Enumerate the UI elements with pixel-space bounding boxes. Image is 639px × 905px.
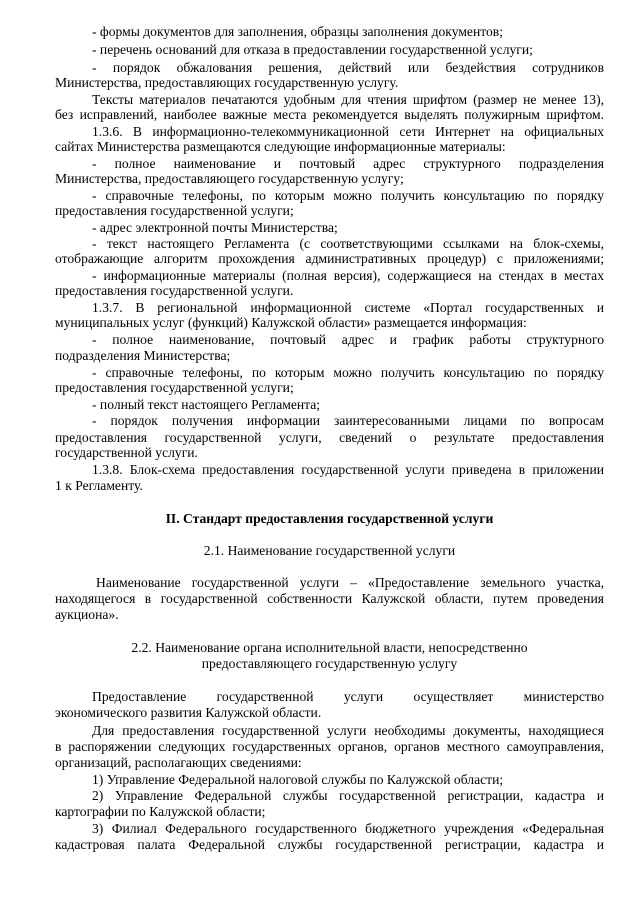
text-line: муниципальных услуг (функций) Калужской области» размещается информация: (55, 315, 527, 330)
text-line: - справочные телефоны, по которым можно получить консультацию по порядку (92, 188, 604, 203)
text-line: Наименование государственной услуги – «Предоставление земельного участка, (96, 575, 604, 590)
text-line: 2) Управление Федеральной службы государственной регистрации, кадастра и (92, 788, 604, 803)
text-line: - порядок получения информации заинтересованными лицами по вопросам (92, 413, 604, 428)
text-line: 3) Филиал Федерального государственного бюджетного учреждения «Федеральная (92, 821, 604, 836)
text-line: аукциона». (55, 607, 119, 622)
text-line: подразделения Министерства; (55, 348, 231, 363)
text-line: - текст настоящего Регламента (с соответствующими ссылками на блок-схемы, (92, 236, 604, 251)
text-line: - информационные материалы (полная версия), содержащиеся на стендах в местах (92, 268, 604, 283)
text-line: предоставления государственной услуги, сведений о результате предоставления (55, 430, 604, 445)
text-line: Предоставление государственной услуги осуществляет министерство (92, 689, 604, 704)
text-line: - справочные телефоны, по которым можно получить консультацию по порядку (92, 365, 604, 380)
text-line: Министерства, предоставляющих государственную услугу. (55, 75, 399, 90)
text-line: без исправлений, наиболее важные места рекомендуется выделять полужирным шрифтом. (55, 107, 604, 122)
text-line: предоставления государственной услуги; (55, 203, 294, 218)
text-line: кадастровая палата Федеральной службы государственной регистрации, кадастра и (55, 837, 604, 852)
subsection-heading: 2.2. Наименование органа исполнительной власти, непосредственно (131, 640, 528, 655)
text-line: 1.3.7. В региональной информационной системе «Портал государственных и (92, 300, 604, 315)
text-line: - адрес электронной почты Министерства; (92, 220, 338, 235)
text-line: организаций, располагающих сведениями: (55, 755, 302, 770)
text-line: 1.3.6. В информационно-телекоммуникационной сети Интернет на официальных (92, 124, 604, 139)
text-line: 1 к Регламенту. (55, 478, 143, 493)
text-line: - порядок обжалования решения, действий или бездействия сотрудников (92, 60, 604, 75)
text-line: в распоряжении следующих государственных органов, органов местного самоуправления, (55, 739, 604, 754)
subsection-heading: 2.1. Наименование государственной услуги (203, 543, 456, 558)
subsection-heading: предоставляющего государственную услугу (201, 656, 458, 671)
text-line: 1) Управление Федеральной налоговой службы по Калужской области; (92, 772, 504, 787)
text-line: Министерства, предоставляющего государственную услугу; (55, 171, 404, 186)
text-line: картографии по Калужской области; (55, 804, 266, 819)
text-line: - перечень оснований для отказа в предоставлении государственной услуги; (92, 42, 533, 57)
text-line: предоставления государственной услуги; (55, 380, 294, 395)
text-line: экономического развития Калужской области. (55, 705, 322, 720)
text-line: государственной услуги. (55, 445, 198, 460)
text-line: Тексты материалов печатаются удобным для чтения шрифтом (размер не менее 13), (92, 92, 604, 107)
text-line: - формы документов для заполнения, образцы заполнения документов; (92, 24, 503, 39)
text-line: отображающие алгоритм прохождения административных процедур) с приложениями; (55, 251, 604, 266)
text-line: Для предоставления государственной услуги необходимы документы, находящиеся (92, 723, 604, 738)
text-line: - полное наименование, почтовый адрес и график работы структурного (92, 332, 604, 347)
text-line: предоставления государственной услуги. (55, 283, 294, 298)
text-line: 1.3.8. Блок-схема предоставления государственной услуги приведена в приложении (92, 462, 604, 477)
text-line: находящегося в государственной собственности Калужской области, путем проведения (55, 591, 604, 606)
text-line: - полное наименование и почтовый адрес структурного подразделения (92, 156, 604, 171)
text-line: сайтах Министерства размещаются следующие информационные материалы: (55, 139, 506, 154)
text-line: - полный текст настоящего Регламента; (92, 397, 321, 412)
section-heading: II. Стандарт предоставления государственной услуги (165, 511, 494, 526)
